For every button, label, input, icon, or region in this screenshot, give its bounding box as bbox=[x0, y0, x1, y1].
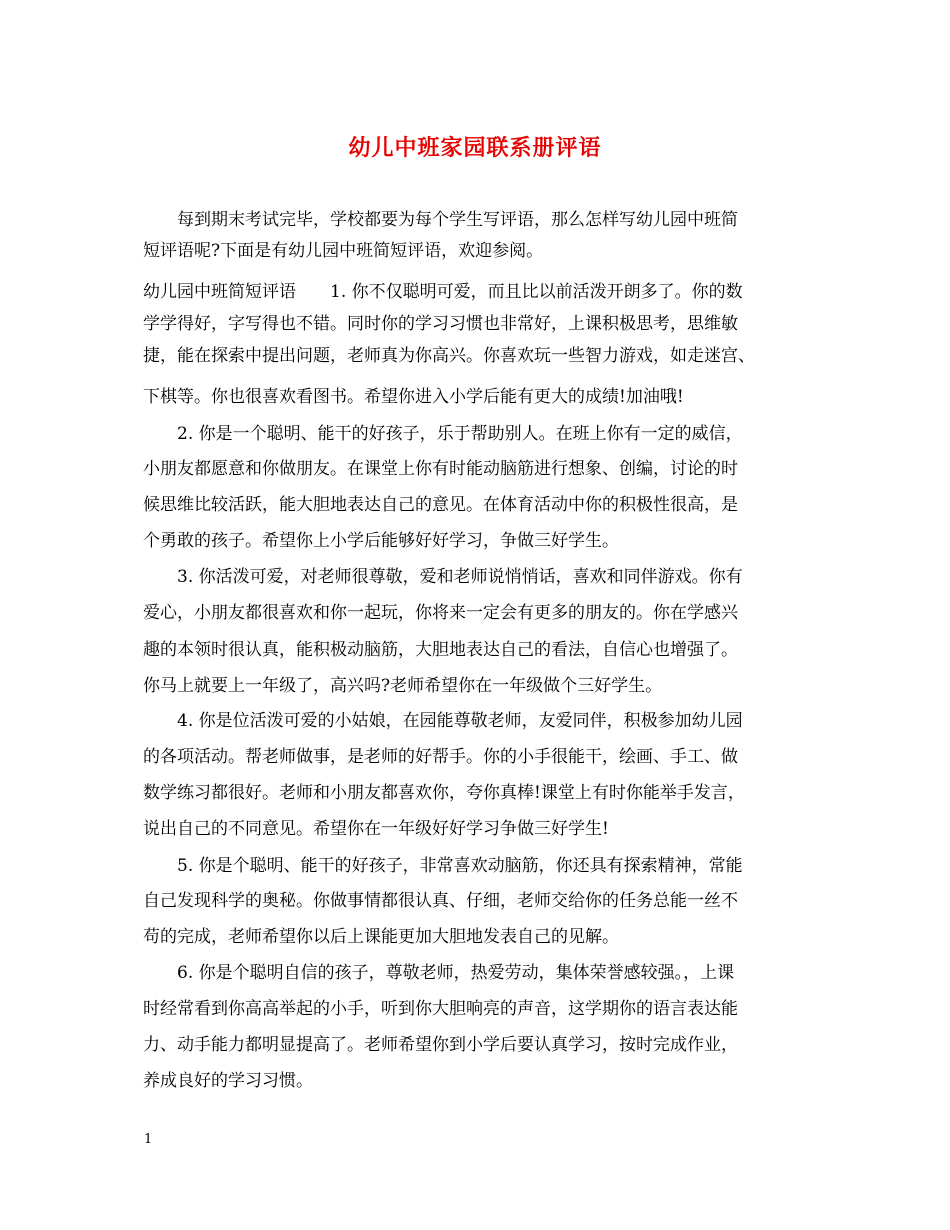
text-line: 3. 你活泼可爱，对老师很尊敬，爱和老师说悄悄话，喜欢和同伴游戏。你有 bbox=[143, 567, 743, 587]
text-line: 小朋友都愿意和你做朋友。在课堂上你有时能动脑筋进行想象、创编，讨论的时 bbox=[143, 459, 738, 479]
text-line: 数学练习都很好。老师和小朋友都喜欢你，夸你真棒!课堂上有时你能举手发言， bbox=[143, 783, 745, 803]
text-line: 说出自己的不同意见。希望你在一年级好好学习争做三好学生! bbox=[143, 819, 609, 839]
text-line: 的各项活动。帮老师做事，是老师的好帮手。你的小手很能干，绘画、手工、做 bbox=[143, 747, 738, 767]
text-line: 每到期末考试完毕，学校都要为每个学生写评语，那么怎样写幼儿园中班简 bbox=[143, 210, 738, 230]
page-number: 1 bbox=[144, 1132, 153, 1147]
text-line: 你马上就要上一年级了，高兴吗?老师希望你在一年级做个三好学生。 bbox=[143, 676, 663, 696]
text-line: 学学得好，字写得也不错。同时你的学习习惯也非常好，上课积极思考，思维敏 bbox=[143, 314, 738, 334]
text-line: 苟的完成，老师希望你以后上课能更加大胆地发表自己的见解。 bbox=[143, 927, 619, 947]
text-line: 个勇敢的孩子。希望你上小学后能够好好学习，争做三好学生。 bbox=[143, 531, 619, 551]
text-line: 爱心，小朋友都很喜欢和你一起玩，你将来一定会有更多的朋友的。你在学感兴 bbox=[143, 603, 738, 623]
text-line: 力、动手能力都明显提高了。老师希望你到小学后要认真学习，按时完成作业， bbox=[143, 1035, 738, 1055]
text-line: 候思维比较活跃，能大胆地表达自己的意见。在体育活动中你的积极性很高，是 bbox=[143, 495, 738, 515]
text-line: 养成良好的学习习惯。 bbox=[143, 1071, 313, 1091]
text-line: 趣的本领时很认真，能积极动脑筋，大胆地表达自己的看法，自信心也增强了。 bbox=[143, 640, 738, 660]
text-line: 捷，能在探索中提出问题，老师真为你高兴。你喜欢玩一些智力游戏，如走迷宫、 bbox=[143, 346, 755, 366]
text-line: 2. 你是一个聪明、能干的好孩子，乐于帮助别人。在班上你有一定的威信， bbox=[143, 424, 743, 444]
text-line: 短评语呢?下面是有幼儿园中班简短评语，欢迎参阅。 bbox=[143, 241, 544, 261]
text-line: 自己发现科学的奥秘。你做事情都很认真、仔细，老师交给你的任务总能一丝不 bbox=[143, 891, 738, 911]
text-line: 5. 你是个聪明、能干的好孩子，非常喜欢动脑筋，你还具有探索精神，常能 bbox=[143, 856, 743, 876]
page-title: 幼儿中班家园联系册评语 bbox=[348, 135, 602, 161]
text-line: 幼儿园中班简短评语 1. 你不仅聪明可爱，而且比以前活泼开朗多了。你的数 bbox=[143, 282, 743, 302]
text-line: 时经常看到你高高举起的小手，听到你大胆响亮的声音，这学期你的语言表达能 bbox=[143, 999, 738, 1019]
text-line: 下棋等。你也很喜欢看图书。希望你进入小学后能有更大的成绩!加油哦! bbox=[143, 387, 684, 407]
text-line: 6. 你是个聪明自信的孩子，尊敬老师，热爱劳动，集体荣誉感较强。，上课 bbox=[143, 963, 735, 983]
text-line: 4. 你是位活泼可爱的小姑娘，在园能尊敬老师，友爱同伴，积极参加幼儿园 bbox=[143, 711, 743, 731]
